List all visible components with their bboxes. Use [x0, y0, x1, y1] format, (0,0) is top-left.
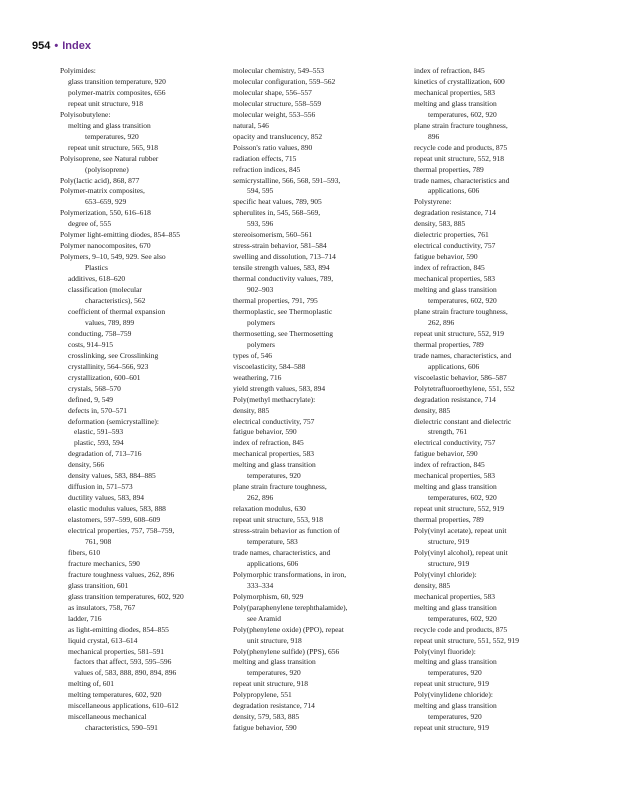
index-subentry: 262, 896	[247, 493, 274, 503]
index-entry: Poly(vinyl alcohol), repeat unit	[414, 547, 508, 557]
index-subentry: defects in, 570–571	[68, 405, 127, 415]
index-subentry: degradation of, 713–716	[68, 449, 142, 459]
index-subentry: temperatures, 602, 920	[428, 109, 497, 119]
index-entry: natural, 546	[233, 120, 269, 130]
index-subentry: applications, 606	[247, 558, 299, 568]
index-entry: melting and glass transition	[414, 98, 497, 108]
index-entry: Polymorphic transformations, in iron,	[233, 569, 347, 579]
index-column-1	[60, 66, 230, 734]
index-entry: radiation effects, 715	[233, 153, 297, 163]
index-subentry: conducting, 758–759	[68, 328, 132, 338]
index-entry: degradation resistance, 714	[414, 208, 496, 218]
index-subentry: fibers, 610	[68, 547, 101, 557]
index-entry: electrical conductivity, 757	[414, 241, 496, 251]
index-entry: Polyimides:	[60, 66, 96, 75]
index-entry: melting and glass transition	[414, 701, 497, 711]
index-subentry: temperatures, 602, 920	[428, 296, 497, 306]
index-entry: degradation resistance, 714	[233, 701, 315, 711]
index-entry: density, 579, 583, 885	[233, 712, 300, 722]
page-header	[32, 40, 91, 52]
index-entry: semicrystalline, 566, 568, 591–593,	[233, 175, 341, 185]
index-subentry: temperatures, 920	[428, 668, 482, 678]
index-subentry: density, 566	[68, 460, 105, 470]
index-entry: plane strain fracture toughness,	[414, 120, 508, 130]
index-entry: Polypropylene, 551	[233, 690, 292, 700]
index-entry: opacity and translucency, 852	[233, 131, 323, 141]
index-subentry: polymers	[247, 339, 275, 349]
index-entry: repeat unit structure, 918	[233, 679, 308, 689]
index-subentry: 594, 595	[247, 186, 274, 196]
index-subentry: 333–334	[247, 580, 274, 590]
index-entry: molecular weight, 553–556	[233, 109, 316, 119]
index-subentry: ductility values, 583, 894	[68, 493, 145, 503]
index-subentry: temperatures, 602, 920	[428, 493, 497, 503]
index-subentry: applications, 606	[428, 186, 480, 196]
index-subentry: unit structure, 918	[247, 635, 302, 645]
index-entry: molecular shape, 556–557	[233, 87, 312, 97]
index-subentry: applications, 606	[428, 361, 480, 371]
index-entry: molecular chemistry, 549–553	[233, 66, 324, 75]
index-entry: thermal properties, 791, 795	[233, 296, 318, 306]
index-subentry: strength, 761	[428, 427, 468, 437]
index-entry: thermal properties, 789	[414, 164, 484, 174]
index-entry: mechanical properties, 583	[414, 471, 496, 481]
index-entry: melting and glass transition	[233, 460, 316, 470]
index-subentry: glass transition, 601	[68, 580, 129, 590]
index-subentry: 262, 896	[428, 317, 455, 327]
index-entry: Polytetrafluoroethylene, 551, 552	[414, 383, 515, 393]
index-entry: mechanical properties, 583	[414, 87, 496, 97]
index-subentry: coefficient of thermal expansion	[68, 306, 166, 316]
index-entry: melting and glass transition	[414, 482, 497, 492]
index-subentry: temperatures, 920	[247, 668, 301, 678]
index-subentry: factors that affect, 593, 595–596	[74, 657, 172, 667]
index-subentry: diffusion in, 571–573	[68, 482, 133, 492]
index-subentry: crystallinity, 564–566, 923	[68, 361, 149, 371]
index-subentry: melting temperatures, 602, 920	[68, 690, 162, 700]
index-entry: Poly(phenylene sulfide) (PPS), 656	[233, 646, 340, 656]
index-column-2	[233, 66, 411, 734]
index-entry: melting and glass transition	[233, 657, 316, 667]
index-subentry: miscellaneous mechanical	[68, 712, 147, 722]
index-subentry: crystallization, 600–601	[68, 372, 141, 382]
index-subentry: temperature, 583	[247, 536, 298, 546]
index-subentry: crosslinking, see Crosslinking	[68, 350, 159, 360]
index-entry: fatigue behavior, 590	[233, 427, 297, 437]
index-entry: index of refraction, 845	[414, 263, 485, 273]
index-subentry: plastic, 593, 594	[74, 438, 124, 448]
index-entry: trade names, characteristics, and	[414, 350, 512, 360]
index-subentry: characteristics, 590–591	[85, 723, 158, 733]
index-entry: Poly(phenylene oxide) (PPO), repeat	[233, 624, 344, 634]
index-entry: fatigue behavior, 590	[414, 449, 478, 459]
index-subentry: polymer-matrix composites, 656	[68, 87, 166, 97]
index-entry: repeat unit structure, 919	[414, 679, 489, 689]
index-entry: trade names, characteristics, and	[233, 547, 331, 557]
index-entry: plane strain fracture toughness,	[233, 482, 327, 492]
index-subentry: structure, 919	[428, 558, 470, 568]
index-entry: trade names, characteristics and	[414, 175, 510, 185]
index-subentry: elastomers, 597–599, 608–609	[68, 515, 161, 525]
index-entry: Polymer-matrix composites,	[60, 186, 145, 196]
index-subentry: fracture mechanics, 590	[68, 558, 140, 568]
index-entry: Poly(vinyl acetate), repeat unit	[414, 526, 507, 536]
index-subentry: values, 789, 899	[85, 317, 135, 327]
index-entry: tensile strength values, 583, 894	[233, 263, 330, 273]
index-entry: molecular configuration, 559–562	[233, 76, 336, 86]
index-entry: Poly(vinyl chloride):	[414, 569, 477, 579]
index-subentry: elastic, 591–593	[74, 427, 124, 437]
index-entry: Polystyrene:	[414, 197, 452, 207]
index-entry: Polymorphism, 60, 929	[233, 591, 304, 601]
index-entry: stress-strain behavior, 581–584	[233, 241, 327, 251]
section-title: Index	[62, 40, 91, 52]
index-entry: electrical conductivity, 757	[233, 416, 315, 426]
index-subentry: characteristics), 562	[85, 296, 146, 306]
index-subentry: additives, 618–620	[68, 274, 126, 284]
index-subentry: density values, 583, 884–885	[68, 471, 156, 481]
index-subentry: polymers	[247, 317, 275, 327]
index-entry: repeat unit structure, 552, 918	[414, 153, 504, 163]
index-subentry: melting of, 601	[68, 679, 115, 689]
index-entry: weathering, 716	[233, 372, 282, 382]
index-subentry: as insulators, 758, 767	[68, 602, 136, 612]
index-subentry: 761, 908	[85, 536, 112, 546]
index-entry: Poly(lactic acid), 868, 877	[60, 175, 140, 185]
index-entry: recycle code and products, 875	[414, 142, 508, 152]
index-entry: Poly(paraphenylene terephthalamide),	[233, 602, 348, 612]
index-entry: Polymerization, 550, 616–618	[60, 208, 151, 218]
index-subentry: temperatures, 920	[85, 131, 139, 141]
index-subentry: values of, 583, 888, 890, 894, 896	[74, 668, 177, 678]
index-entry: electrical conductivity, 757	[414, 438, 496, 448]
index-entry: thermosetting, see Thermosetting	[233, 328, 334, 338]
index-entry: mechanical properties, 583	[414, 591, 496, 601]
index-subentry: ladder, 716	[68, 613, 102, 623]
index-entry: yield strength values, 583, 894	[233, 383, 326, 393]
index-subentry: deformation (semicrystalline):	[68, 416, 160, 426]
index-subentry: classification (molecular	[68, 285, 142, 295]
index-subentry: miscellaneous applications, 610–612	[68, 701, 179, 711]
index-subentry: glass transition temperatures, 602, 920	[68, 591, 184, 601]
index-entry: fatigue behavior, 590	[414, 252, 478, 262]
index-subentry: repeat unit structure, 918	[68, 98, 143, 108]
index-entry: viscoelastic behavior, 586–587	[414, 372, 507, 382]
index-subentry: 896	[428, 131, 440, 141]
index-entry: plane strain fracture toughness,	[414, 306, 508, 316]
index-entry: kinetics of crystallization, 600	[414, 76, 505, 86]
index-subentry: mechanical properties, 581–591	[68, 646, 165, 656]
index-entry: fatigue behavior, 590	[233, 723, 297, 733]
index-entry: repeat unit structure, 919	[414, 723, 489, 733]
index-subentry: 902–903	[247, 285, 274, 295]
index-subentry: repeat unit structure, 565, 918	[68, 142, 158, 152]
index-entry: melting and glass transition	[414, 657, 497, 667]
index-entry: Polymers, 9–10, 549, 929. See also	[60, 252, 166, 262]
index-subentry: degree of, 555	[68, 219, 112, 229]
index-subentry: (polyisoprene)	[85, 164, 129, 174]
index-subentry: temperatures, 920	[247, 471, 301, 481]
index-entry: stereoisomerism, 560–561	[233, 230, 313, 240]
index-subentry: 593, 596	[247, 219, 274, 229]
index-entry: Poly(vinylidene chloride):	[414, 690, 493, 700]
index-entry: repeat unit structure, 551, 552, 919	[414, 635, 519, 645]
index-entry: dielectric constant and dielectric	[414, 416, 512, 426]
index-entry: Polyisoprene, see Natural rubber	[60, 153, 159, 163]
index-subentry: structure, 919	[428, 536, 470, 546]
index-entry: index of refraction, 845	[414, 460, 485, 470]
index-entry: relaxation modulus, 630	[233, 504, 306, 514]
index-entry: recycle code and products, 875	[414, 624, 508, 634]
index-entry: degradation resistance, 714	[414, 394, 496, 404]
index-entry: repeat unit structure, 552, 919	[414, 328, 504, 338]
index-subentry: electrical properties, 757, 758–759,	[68, 526, 175, 536]
index-subentry: temperatures, 602, 920	[428, 613, 497, 623]
index-entry: dielectric properties, 761	[414, 230, 489, 240]
index-subentry: costs, 914–915	[68, 339, 113, 349]
index-subentry: 653–659, 929	[85, 197, 127, 207]
index-entry: spherulites in, 545, 568–569,	[233, 208, 321, 218]
index-entry: viscoelasticity, 584–588	[233, 361, 306, 371]
index-entry: Poisson's ratio values, 890	[233, 142, 313, 152]
index-subentry: melting and glass transition	[68, 120, 151, 130]
index-entry: density, 885	[414, 405, 451, 415]
index-column-3	[414, 66, 592, 734]
index-entry: melting and glass transition	[414, 602, 497, 612]
index-entry: molecular structure, 558–559	[233, 98, 322, 108]
index-entry: Poly(vinyl fluoride):	[414, 646, 476, 656]
index-subentry: Plastics	[85, 263, 108, 273]
header-separator: •	[54, 40, 59, 52]
index-entry: thermal conductivity values, 789,	[233, 274, 334, 284]
index-subentry: glass transition temperature, 920	[68, 76, 166, 86]
index-subentry: defined, 9, 549	[68, 394, 113, 404]
index-subentry: liquid crystal, 613–614	[68, 635, 138, 645]
index-entry: repeat unit structure, 552, 919	[414, 504, 504, 514]
index-entry: density, 885	[233, 405, 270, 415]
page-number: 954	[32, 40, 51, 52]
index-entry: refraction indices, 845	[233, 164, 301, 174]
index-entry: mechanical properties, 583	[414, 274, 496, 284]
index-subentry: crystals, 568–570	[68, 383, 121, 393]
index-entry: density, 885	[414, 580, 451, 590]
index-entry: stress-strain behavior as function of	[233, 526, 341, 536]
index-entry: Polymer light-emitting diodes, 854–855	[60, 230, 180, 240]
index-entry: density, 583, 885	[414, 219, 466, 229]
index-entry: melting and glass transition	[414, 285, 497, 295]
index-entry: index of refraction, 845	[233, 438, 304, 448]
index-subentry: elastic modulus values, 583, 888	[68, 504, 166, 514]
index-entry: thermal properties, 789	[414, 339, 484, 349]
index-subentry: as light-emitting diodes, 854–855	[68, 624, 169, 634]
index-entry: Polymer nanocomposites, 670	[60, 241, 151, 251]
index-entry: mechanical properties, 583	[233, 449, 315, 459]
index-subentry: fracture toughness values, 262, 896	[68, 569, 175, 579]
index-subentry: temperatures, 920	[428, 712, 482, 722]
index-entry: repeat unit structure, 553, 918	[233, 515, 323, 525]
index-entry: types of, 546	[233, 350, 272, 360]
index-entry: Poly(methyl methacrylate):	[233, 394, 316, 404]
index-entry: thermoplastic, see Thermoplastic	[233, 306, 333, 316]
index-entry: specific heat values, 789, 905	[233, 197, 322, 207]
index-entry: Polyisobutylene:	[60, 109, 111, 119]
index-entry: thermal properties, 789	[414, 515, 484, 525]
index-entry: index of refraction, 845	[414, 66, 485, 75]
index-entry: swelling and dissolution, 713–714	[233, 252, 336, 262]
index-subentry: see Aramid	[247, 613, 281, 623]
